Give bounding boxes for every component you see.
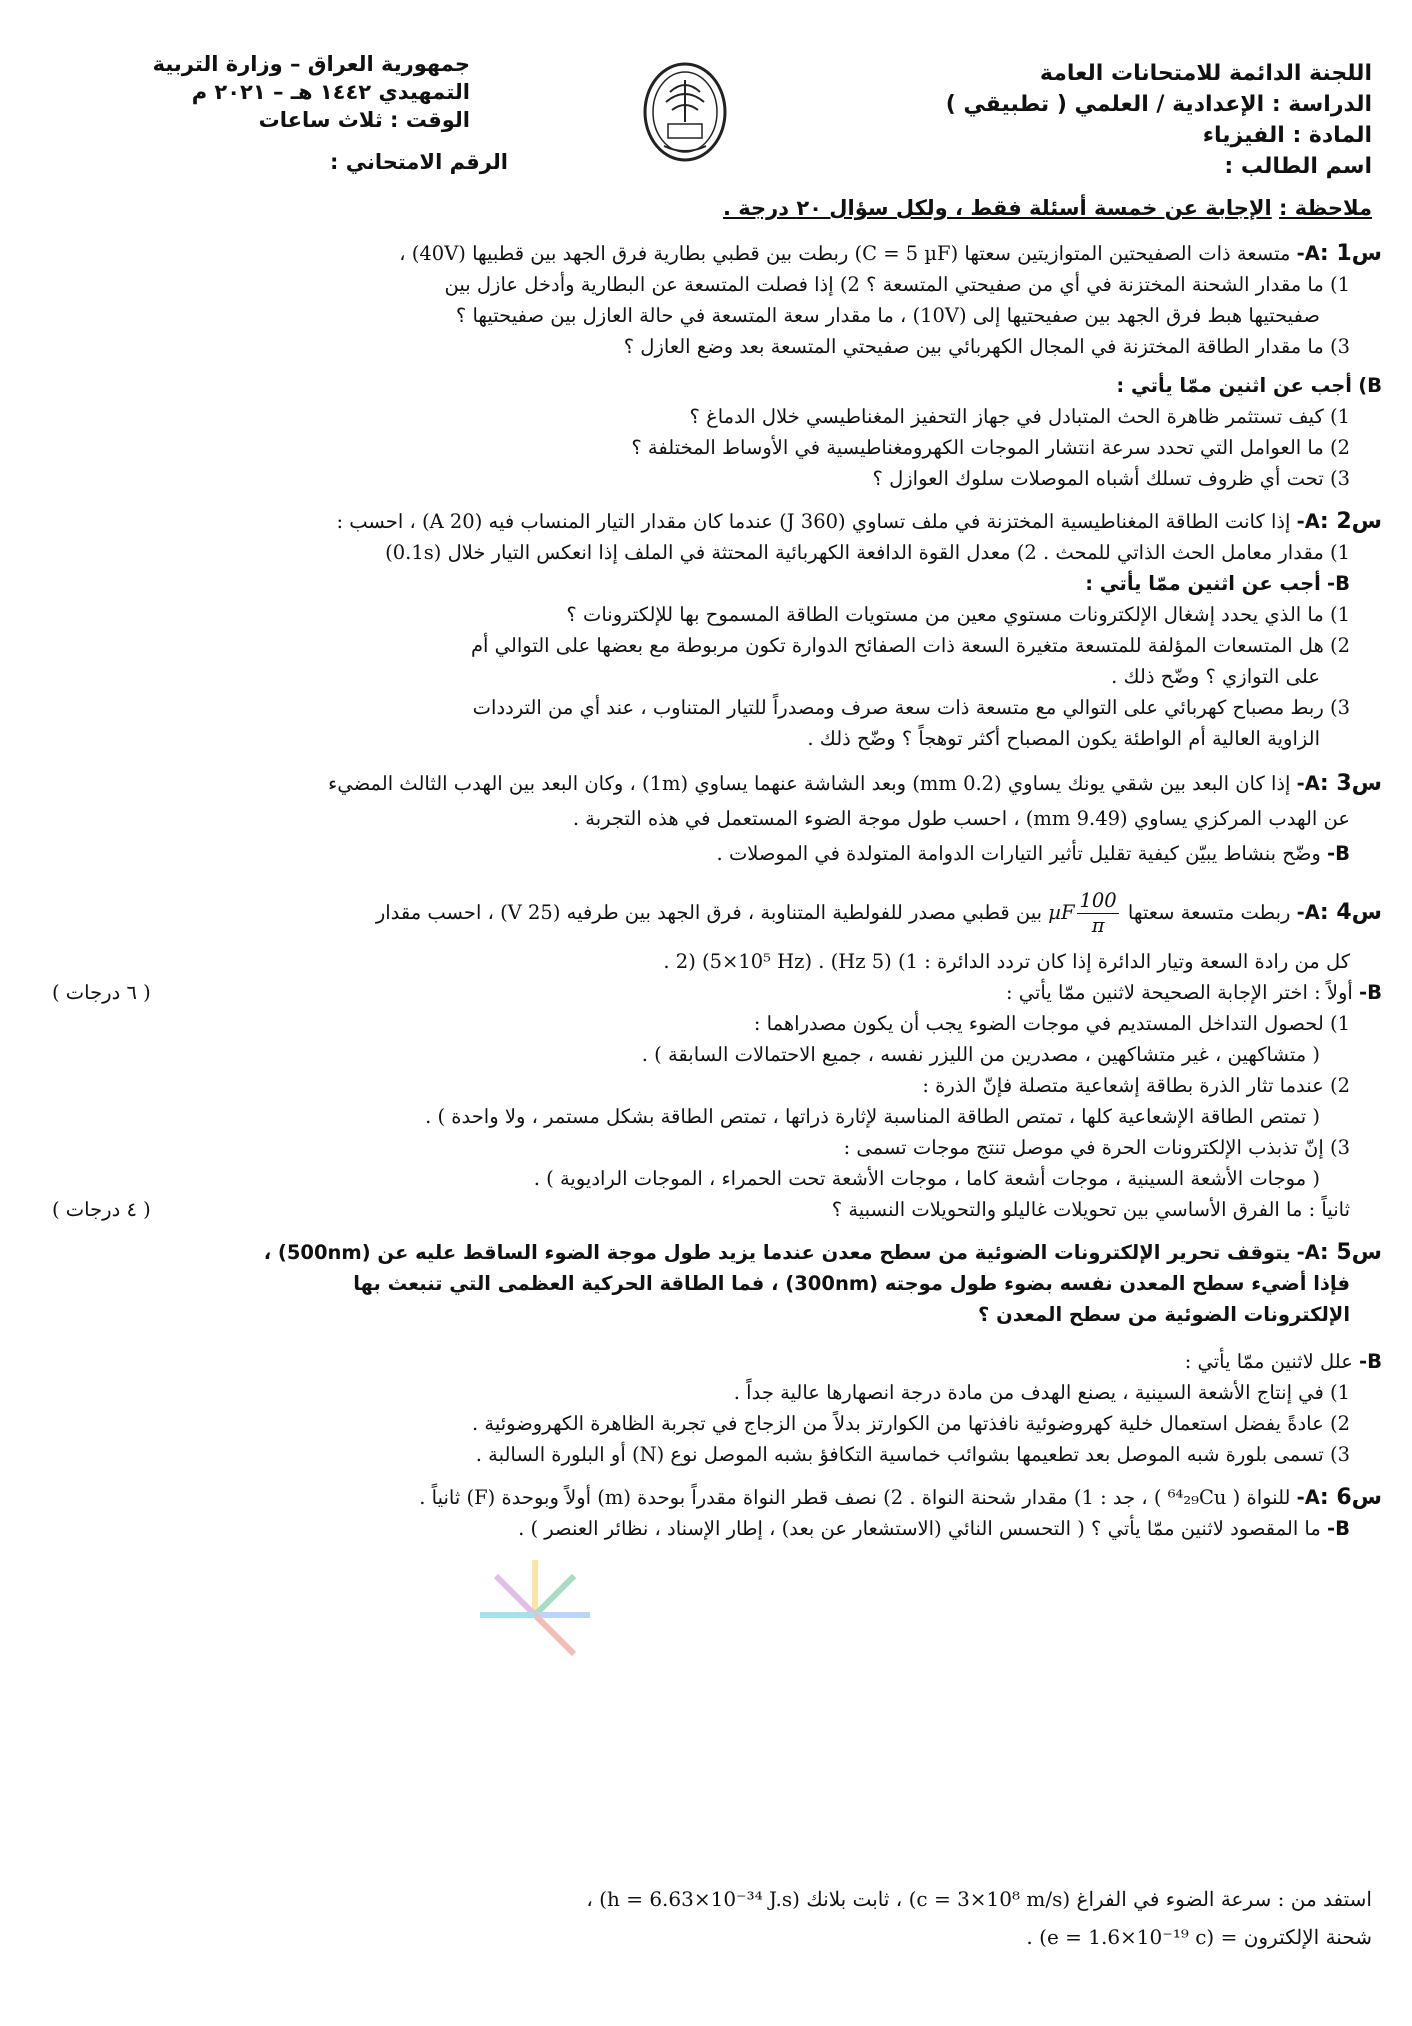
answer-options: ( تمتص الطاقة الإشعاعية كلها ، تمتص الطاقة المناسبة لإثارة ذراتها ، تمتص الطاقة بشكل مستمر ، ولا واحدة ) . — [425, 1105, 1320, 1128]
sub-question: 2) ما العوامل التي تحدد سرعة انتشار الموجات الكهرومغناطيسية في الأوساط المختلفة ؟ — [631, 436, 1350, 459]
exam-number-label: الرقم الامتحاني : — [330, 150, 508, 174]
answer-options: ( متشاكهين ، غير متشاكهين ، مصدرين من الليزر نفسه ، جميع الاحتمالات السابقة ) . — [641, 1043, 1320, 1066]
question-6 — [32, 1482, 1382, 1544]
watermark-logo-icon — [470, 1550, 600, 1680]
part-label: A- — [1296, 510, 1320, 533]
session-line: التمهيدي ١٤٤٢ هـ – ٢٠٢١ م — [191, 80, 470, 104]
question-text-cont: فإذا أضيء سطح المعدن نفسه بضوء طول موجته (300nm) ، فما الطاقة الحركية العظمى التي تنبعث بها — [353, 1272, 1350, 1295]
part-label: B- — [1327, 572, 1350, 595]
part-label: A- — [1296, 772, 1320, 795]
instructions-note — [723, 196, 1372, 220]
constants-footer — [42, 1880, 1372, 1956]
question-5 — [32, 1237, 1382, 1470]
question-text: يتوقف تحرير الإلكترونات الضوئية من سطح معدن عندما يزيد طول موجة الضوء الساقط عليه عن (500nm) ، — [263, 1241, 1291, 1264]
part-instruction: علل لاثنين ممّا يأتي : — [1184, 1350, 1353, 1373]
question-2 — [32, 506, 1382, 754]
question-number: س1 : — [1319, 241, 1382, 266]
part-label: B- — [1359, 1350, 1382, 1373]
part-label: A- — [1296, 242, 1320, 265]
part-instruction: أولاً : اختر الإجابة الصحيحة لاثنين ممّا يأتي : — [1005, 981, 1353, 1004]
question-number: س6 : — [1319, 1485, 1382, 1510]
sub-question: 3) ربط مصباح كهربائي على التوالي مع متسعة ذات سعة صرف ومصدراً للتيار المتناوب ، عند أي من الترددات — [472, 696, 1350, 719]
questions — [32, 238, 1382, 1556]
unit: µF — [1048, 901, 1075, 924]
question-text: بين قطبي مصدر للفولطية المتناوبة ، فرق الجهد بين طرفيه (25 V) ، احسب مقدار — [375, 901, 1043, 924]
sub-question: 1) لحصول التداخل المستديم في موجات الضوء يجب أن يكون مصدراهما : — [753, 1012, 1350, 1035]
constants-line: استفد من : سرعة الضوء في الفراغ (c = 3×10⁸ m/s) ، ثابت بلانك (h = 6.63×10⁻³⁴ J.s) ، — [586, 1887, 1372, 1911]
part-label: A- — [1296, 1241, 1320, 1264]
capacitance-fraction — [1077, 889, 1118, 938]
question-text: وضّح بنشاط يبيّن كيفية تقليل تأثير التيارات الدوامة المتولدة في الموصلات . — [716, 842, 1321, 865]
sub-question: 3) تحت أي ظروف تسلك أشباه الموصلات سلوك العوازل ؟ — [872, 467, 1350, 490]
question-text: إذا كان البعد بين شقي يونك يساوي (0.2 mm) وبعد الشاشة عنهما يساوي (1m) ، وكان البعد بين الهدب الثالث المضيء — [328, 772, 1291, 795]
sub-question: 3) إنّ تذبذب الإلكترونات الحرة في موصل تنتج موجات تسمى : — [843, 1136, 1350, 1159]
fraction-denominator: π — [1091, 914, 1105, 937]
question-number: س3 : — [1319, 771, 1382, 796]
question-text: إذا كانت الطاقة المغناطيسية المختزنة في ملف تساوي (360 J) عندما كان مقدار التيار المنساب فيه (20 A) ، احسب : — [336, 510, 1291, 533]
time-line: الوقت : ثلاث ساعات — [258, 108, 470, 132]
committee-title: اللجنة الدائمة للامتحانات العامة — [1039, 61, 1372, 86]
question-text: للنواة ( ⁶⁴₂₉Cu ) ، جد : 1) مقدار شحنة النواة . 2) نصف قطر النواة مقدراً بوحدة (m) أولاً وبوحدة (F) ثانياً . — [419, 1486, 1291, 1509]
marks-badge: ( ٤ درجات ) — [52, 1198, 151, 1221]
sub-question: صفيحتيها هبط فرق الجهد بين صفيحتيها إلى (10V) ، ما مقدار سعة المتسعة في حالة العازل بين صفيحتيها ؟ — [455, 304, 1320, 327]
part-label: B) — [1358, 374, 1382, 397]
study-line: الدراسة : الإعدادية / العلمي ( تطبيقي ) — [945, 92, 1372, 117]
sub-question: 2) عادةً يفضل استعمال خلية كهروضوئية نافذتها من الكوارتز بدلاً من الزجاج في تجربة الظاهرة الكهروضوئية . — [471, 1412, 1350, 1435]
part-instruction: أجب عن اثنين ممّا يأتي : — [1085, 572, 1321, 595]
student-name-line: اسم الطالب : — [1224, 154, 1372, 179]
sub-question: الزاوية العالية أم الواطئة يكون المصباح أكثر توهجاً ؟ وضّح ذلك . — [807, 727, 1320, 750]
sub-question: 2) هل المتسعات المؤلفة للمتسعة متغيرة السعة ذات الصفائح الدوارة تكون مربوطة مع بعضها على التوالي أم — [470, 634, 1350, 657]
part-instruction: أجب عن اثنين ممّا يأتي : — [1116, 374, 1352, 397]
question-text: ربطت متسعة سعتها — [1127, 901, 1291, 924]
question-text-cont: عن الهدب المركزي يساوي (9.49 mm) ، احسب طول موجة الضوء المستعمل في هذه التجربة . — [572, 807, 1350, 830]
sub-question: على التوازي ؟ وضّح ذلك . — [1111, 665, 1320, 688]
ministry-seal-icon — [640, 60, 730, 170]
question-4 — [32, 889, 1382, 1225]
part-label: B- — [1327, 842, 1350, 865]
part-label: A- — [1296, 1486, 1320, 1509]
sub-question: ثانياً : ما الفرق الأساسي بين تحويلات غاليلو والتحويلات النسبية ؟ — [831, 1198, 1350, 1221]
question-text-cont: الإلكترونات الضوئية من سطح المعدن ؟ — [978, 1303, 1350, 1326]
sub-question: 1) ما الذي يحدد إشغال الإلكترونات مستوي معين من مستويات الطاقة المسموح بها للإلكترونات ؟ — [566, 603, 1350, 626]
part-label: B- — [1327, 1517, 1350, 1540]
sub-question: 1) في إنتاج الأشعة السينية ، يصنع الهدف من مادة درجة انصهارها عالية جداً . — [733, 1381, 1350, 1404]
sub-question: 3) ما مقدار الطاقة المختزنة في المجال الكهربائي بين صفيحتي المتسعة بعد وضع العازل ؟ — [623, 335, 1350, 358]
sub-question: 2) عندما تثار الذرة بطاقة إشعاعية متصلة فإنّ الذرة : — [922, 1074, 1350, 1097]
question-text: متسعة ذات الصفيحتين المتوازيتين سعتها (C = 5 µF) ربطت بين قطبي بطارية فرق الجهد بين قطبيها (40V) ، — [399, 242, 1291, 265]
note-label: ملاحظة : — [1279, 196, 1372, 220]
sub-question: 3) تسمى بلورة شبه الموصل بعد تطعيمها بشوائب خماسية التكافؤ بشبه الموصل نوع (N) أو البلورة السالبة . — [475, 1443, 1350, 1466]
answer-options: ( موجات الأشعة السينية ، موجات أشعة كاما ، موجات الأشعة تحت الحمراء ، الموجات الراديوية ) . — [533, 1167, 1320, 1190]
question-text-cont: كل من رادة السعة وتيار الدائرة إذا كان تردد الدائرة : 1) (5 Hz) . 2) (5×10⁵ Hz) . — [663, 950, 1350, 973]
fraction-numerator: 100 — [1079, 889, 1117, 912]
republic-line: جمهورية العراق – وزارة التربية — [152, 52, 470, 76]
marks-badge: ( ٦ درجات ) — [52, 981, 151, 1004]
question-number: س5 : — [1319, 1240, 1382, 1265]
part-label: A- — [1296, 901, 1320, 924]
question-text: ما المقصود لاثنين ممّا يأتي ؟ ( التحسس النائي (الاستشعار عن بعد) ، إطار الإسناد ، نظائر العنصر ) . — [518, 1517, 1321, 1540]
constants-line: شحنة الإلكترون = (e = 1.6×10⁻¹⁹ c) . — [1026, 1925, 1372, 1949]
subject-line: المادة : الفيزياء — [1202, 123, 1372, 148]
question-1 — [32, 238, 1382, 494]
question-number: س2 : — [1319, 509, 1382, 534]
question-3 — [32, 766, 1382, 871]
note-text: الإجابة عن خمسة أسئلة فقط ، ولكل سؤال ٢٠ درجة . — [723, 196, 1272, 220]
sub-question: 1) ما مقدار الشحنة المختزنة في أي من صفيحتي المتسعة ؟ 2) إذا فصلت المتسعة عن البطارية وأدخل عازل بين — [444, 273, 1350, 296]
header-right — [812, 58, 1372, 182]
question-number: س4 : — [1319, 900, 1382, 925]
sub-question: 1) مقدار معامل الحث الذاتي للمحث . 2) معدل القوة الدافعة الكهربائية المحتثة في الملف إذا انعكس التيار خلال (0.1s) — [385, 541, 1350, 564]
sub-question: 1) كيف تستثمر ظاهرة الحث المتبادل في جهاز التحفيز المغناطيسي خلال الدماغ ؟ — [689, 405, 1350, 428]
header-left — [40, 50, 470, 134]
part-label: B- — [1359, 981, 1382, 1004]
